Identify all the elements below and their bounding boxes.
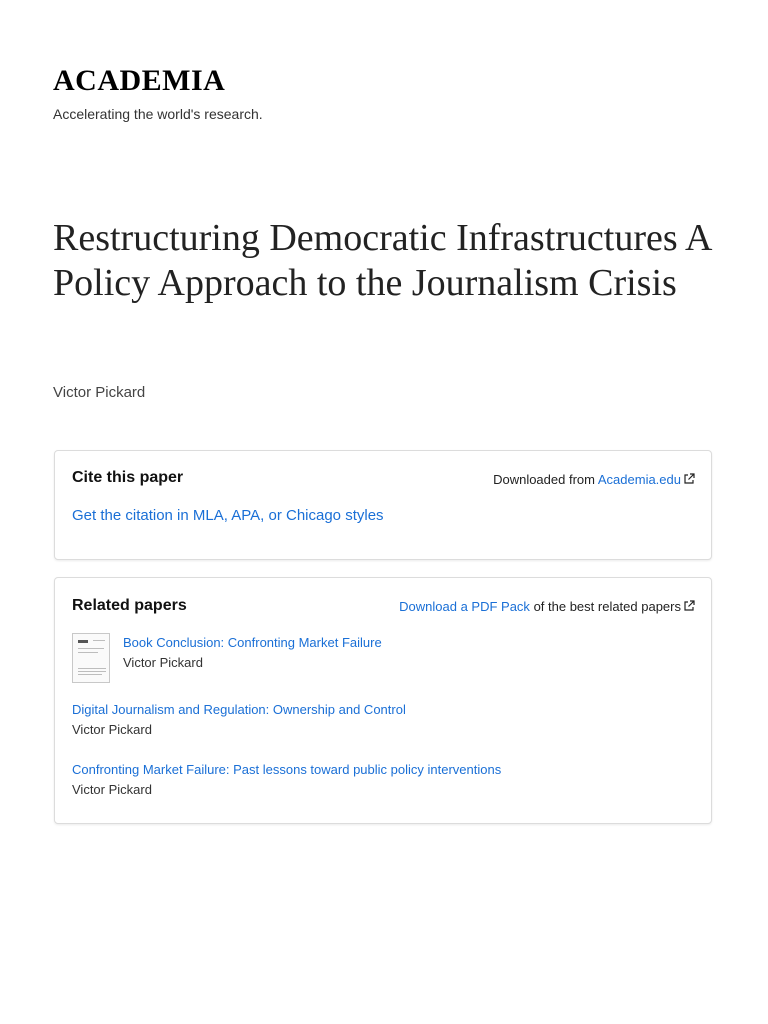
related-item-author: Victor Pickard	[123, 655, 203, 670]
related-item-title[interactable]: Confronting Market Failure: Past lessons toward public policy interventions	[72, 762, 502, 777]
related-item-title[interactable]: Digital Journalism and Regulation: Ownership and Control	[72, 702, 406, 717]
related-item-author: Victor Pickard	[72, 722, 152, 737]
paper-title: Restructuring Democratic Infrastructures A Policy Approach to the Journalism Crisis	[53, 217, 711, 304]
cite-heading: Cite this paper	[72, 469, 184, 486]
cite-card	[54, 450, 712, 560]
academia-edu-link[interactable]: Academia.edu	[597, 472, 681, 487]
related-item	[123, 635, 382, 670]
tagline: Accelerating the world's research.	[53, 106, 263, 122]
pdf-pack-note	[399, 599, 695, 614]
related-item-author: Victor Pickard	[72, 782, 152, 797]
get-citation-link[interactable]: Get the citation in MLA, APA, or Chicago styles	[72, 507, 384, 524]
related-item-title[interactable]: Book Conclusion: Confronting Market Failure	[123, 635, 382, 650]
related-card	[54, 577, 712, 824]
external-link-icon[interactable]	[683, 600, 695, 612]
downloaded-prefix: Downloaded from	[493, 472, 595, 487]
download-pdf-pack-link[interactable]: Download a PDF Pack	[399, 599, 530, 614]
paper-thumbnail[interactable]	[72, 633, 110, 683]
pdf-pack-suffix: of the best related papers	[533, 599, 681, 614]
external-link-icon[interactable]	[683, 473, 695, 485]
related-heading: Related papers	[72, 597, 187, 614]
related-item	[72, 702, 406, 737]
paper-author: Victor Pickard	[53, 384, 146, 401]
academia-logo[interactable]: ACADEMIA	[53, 64, 226, 97]
related-item	[72, 762, 501, 797]
downloaded-from	[493, 472, 695, 487]
